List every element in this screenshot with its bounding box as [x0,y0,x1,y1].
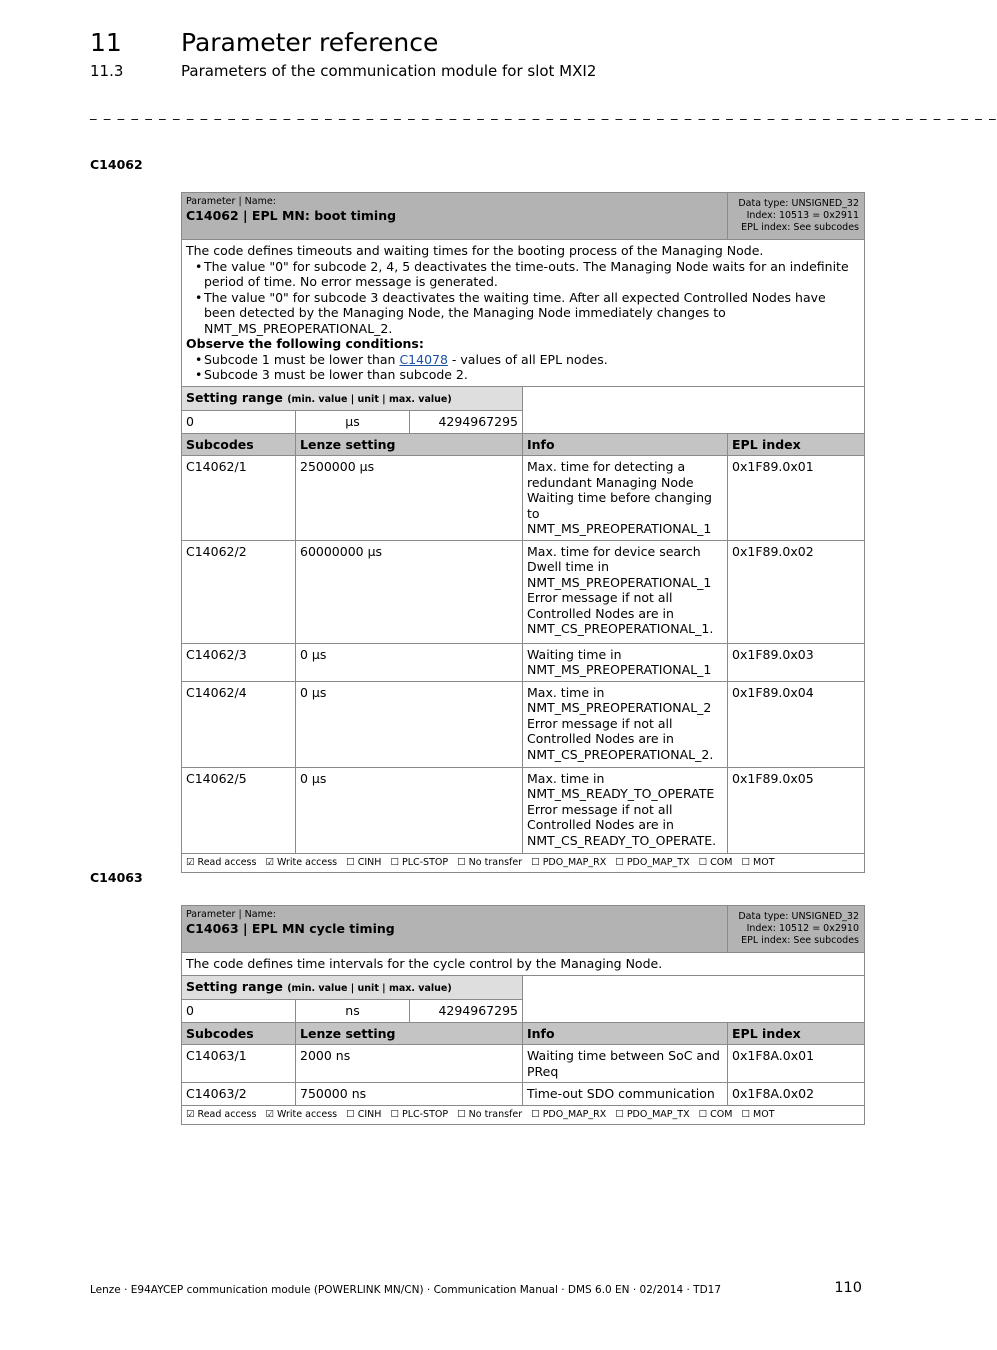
col-epl-index: EPL index [728,433,865,456]
subcode: C14062/2 [182,540,296,643]
table-row [182,681,865,767]
code-heading-c14063: C14063 [90,870,143,885]
table-row [182,643,865,681]
code-heading-c14062: C14062 [90,157,143,172]
epl-index: 0x1F89.0x01 [728,456,865,541]
subcode: C14062/4 [182,681,296,767]
access-flags [182,853,865,872]
description-cell [182,953,865,976]
setting-range-blank [523,975,865,1022]
com-flag: ☐ COM [698,856,733,868]
index: Index: 10513 = 0x2911 [746,210,860,221]
table-row [182,456,865,541]
page-number: 110 [834,1280,862,1296]
param-name-caption: Parameter | Name: [186,196,276,207]
param-header-row [182,906,865,953]
lenze-setting: 2500000 µs [296,456,523,541]
param-name-cell [182,193,728,240]
access-flags [182,1105,865,1124]
pdo-map-rx-flag: ☐ PDO_MAP_RX [531,856,607,868]
epl-index-note: EPL index: See subcodes [741,222,860,233]
epl-index: 0x1F8A.0x01 [728,1045,865,1083]
param-meta-cell [728,193,865,240]
mot-flag: ☐ MOT [741,1108,775,1120]
epl-index-note: EPL index: See subcodes [741,935,860,946]
epl-index: 0x1F8A.0x02 [728,1083,865,1106]
info: Max. time in NMT_MS_READY_TO_OPERATE Error message if not all Controlled Nodes are in NMT_CS_READY_TO_OPERATE. [523,767,728,853]
condition-item: • Subcode 1 must be lower than C14078 - values of all EPL nodes. [204,352,860,368]
epl-index: 0x1F89.0x02 [728,540,865,643]
pdo-map-rx-flag: ☐ PDO_MAP_RX [531,1108,607,1120]
plc-stop-flag: ☐ PLC-STOP [390,856,449,868]
chapter-number: 11 [90,28,122,57]
chapter-title: Parameter reference [181,28,439,57]
param-name: C14063 | EPL MN cycle timing [186,921,395,936]
subcode: C14062/3 [182,643,296,681]
write-access-flag: ☑ Write access [265,856,338,868]
data-type: Data type: UNSIGNED_32 [738,911,860,922]
description-bullet: • The value "0" for subcode 3 deactivates the waiting time. After all expected Controlled Nodes have been detected by the Managing Node, the Managing Node immediately changes to NMT_MS_PREOPERATIONAL_2. [204,290,860,337]
info: Max. time for detecting a redundant Managing Node Waiting time before changing to NMT_MS_PREOPERATIONAL_1 [523,456,728,541]
pdo-map-tx-flag: ☐ PDO_MAP_TX [615,856,690,868]
param-meta-cell [728,906,865,953]
conditions-title: Observe the following conditions: [186,336,424,351]
col-info: Info [523,433,728,456]
condition-item: • Subcode 3 must be lower than subcode 2. [204,367,860,383]
table-row [182,767,865,853]
parameter-table-c14062 [181,192,865,873]
range-min: 0 [182,411,296,434]
range-unit: µs [296,411,410,434]
subcode: C14063/2 [182,1083,296,1106]
header-separator: _ _ _ _ _ _ _ _ _ _ _ _ _ _ _ _ _ _ _ _ _ _ _ _ _ _ _ _ _ _ _ _ _ _ _ _ _ _ _ _ _ _ _ _ _ _ _ _ _ _ _ _ _ _ _ _ _ _ _ _ _ _ _ _ _ _ [90,106,997,121]
info: Waiting time in NMT_MS_PREOPERATIONAL_1 [523,643,728,681]
mot-flag: ☐ MOT [741,856,775,868]
info: Max. time in NMT_MS_PREOPERATIONAL_2 Error message if not all Controlled Nodes are in NMT_CS_PREOPERATIONAL_2. [523,681,728,767]
setting-range-blank [523,386,865,433]
lenze-setting: 2000 ns [296,1045,523,1083]
no-transfer-flag: ☐ No transfer [457,856,523,868]
param-header-row [182,193,865,240]
com-flag: ☐ COM [698,1108,733,1120]
data-type: Data type: UNSIGNED_32 [738,198,860,209]
epl-index: 0x1F89.0x04 [728,681,865,767]
description-bullet: • The value "0" for subcode 2, 4, 5 deactivates the time-outs. The Managing Node waits for an indefinite period of time. No error message is generated. [204,259,860,290]
cinh-flag: ☐ CINH [346,856,382,868]
info: Max. time for device search Dwell time in NMT_MS_PREOPERATIONAL_1 Error message if not all Controlled Nodes are in NMT_CS_PREOPERATIONAL_1. [523,540,728,643]
table-row [182,540,865,643]
col-lenze-setting: Lenze setting [296,433,523,456]
lenze-setting: 0 µs [296,681,523,767]
index: Index: 10512 = 0x2910 [746,923,860,934]
col-epl-index: EPL index [728,1022,865,1045]
description-intro: The code defines time intervals for the cycle control by the Managing Node. [186,956,663,971]
write-access-flag: ☑ Write access [265,1108,338,1120]
col-subcodes: Subcodes [182,433,296,456]
info: Time-out SDO communication [523,1083,728,1106]
col-info: Info [523,1022,728,1045]
section-title: Parameters of the communication module for slot MXI2 [181,62,597,80]
setting-range-header: Setting range (min. value | unit | max. value) [182,975,523,1000]
lenze-setting: 0 µs [296,643,523,681]
setting-range-header: Setting range (min. value | unit | max. value) [182,386,523,411]
read-access-flag: ☑ Read access [186,856,257,868]
epl-index: 0x1F89.0x05 [728,767,865,853]
subcode: C14062/1 [182,456,296,541]
section-number: 11.3 [90,62,124,80]
param-name-cell [182,906,728,953]
no-transfer-flag: ☐ No transfer [457,1108,523,1120]
range-unit: ns [296,1000,410,1023]
plc-stop-flag: ☐ PLC-STOP [390,1108,449,1120]
c14078-link[interactable]: C14078 [399,351,448,367]
read-access-flag: ☑ Read access [186,1108,257,1120]
lenze-setting: 60000000 µs [296,540,523,643]
param-name-caption: Parameter | Name: [186,909,276,920]
epl-index: 0x1F89.0x03 [728,643,865,681]
table-row [182,1045,865,1083]
lenze-setting: 0 µs [296,767,523,853]
parameter-table-c14063 [181,905,865,1125]
table-row [182,1083,865,1106]
pdo-map-tx-flag: ☐ PDO_MAP_TX [615,1108,690,1120]
cinh-flag: ☐ CINH [346,1108,382,1120]
info: Waiting time between SoC and PReq [523,1045,728,1083]
range-max: 4294967295 [410,1000,523,1023]
param-name: C14062 | EPL MN: boot timing [186,208,397,223]
lenze-setting: 750000 ns [296,1083,523,1106]
range-max: 4294967295 [410,411,523,434]
range-min: 0 [182,1000,296,1023]
description-cell [182,240,865,387]
footer-text: Lenze · E94AYCEP communication module (POWERLINK MN/CN) · Communication Manual · DMS 6.0 EN · 02/2014 · TD17 [90,1284,722,1296]
subcode: C14062/5 [182,767,296,853]
description-intro: The code defines timeouts and waiting times for the booting process of the Managing Node. [186,243,764,258]
subcode: C14063/1 [182,1045,296,1083]
col-subcodes: Subcodes [182,1022,296,1045]
col-lenze-setting: Lenze setting [296,1022,523,1045]
